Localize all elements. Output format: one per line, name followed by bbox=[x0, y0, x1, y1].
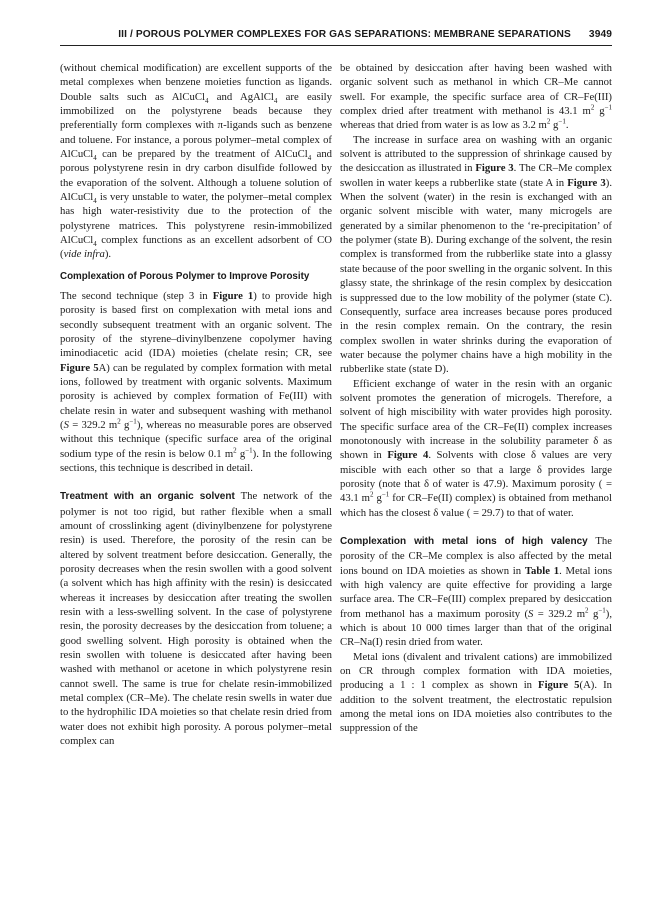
paragraph: be obtained by desiccation after having been washed with organic solvent such as methanol in which CR–Me cannot swell. For example, the specific surface area of CR–Fe(III) complex dried after treatment with methanol is 43.1 $m^2$ $g^{-1}$ whereas that dried from water is as low as 3.2 $m^2$ $g^{-1}$. bbox=[340, 62, 613, 132]
figure-link[interactable]: Figure 5 bbox=[60, 361, 99, 374]
running-header bbox=[60, 24, 612, 44]
left-column bbox=[60, 61, 332, 748]
figure-link[interactable]: Figure 3 bbox=[567, 176, 606, 189]
paragraph: Complexation with metal ions of high valency The porosity of the CR–Me complex is also affected by the metal ions bound on IDA moieties as shown in Table 1. Metal ions with high valency are quite effective for providing a large surface area. The CR–Fe(III) complex prepared by desiccation from methanol has a maximum porosity (S = 329.2 $m^2$ $g^{-1}$), which is about 10 000 times larger than that of the original CR–Na(I) resin dried from water. bbox=[340, 535, 613, 649]
run-in-heading: Treatment with an organic solvent bbox=[60, 491, 235, 503]
figure-link[interactable]: Figure 5 bbox=[538, 679, 580, 692]
paragraph: The second technique (step 3 in Figure 1) to provide high porosity is based first on complexation with metal ions and secondly subsequent treatment with an organic solvent. The porosity of the styrene–divinylbenzene copolymer having iminodiacetic acid (IDA) moieties (chelate resin; CR, see Figure 5A) can be regulated by complex formation with metal ions, followed by treatment with organic solvents. Maximum porosity is achieved by complex formation of Fe(III) with chelate resin in water and subsequent washing with methanol (S = 329.2 $m^2$ $g^{-1}$), whereas no measurable pores are observed without this technique (specific surface area of the original sodium type of the resin is below 0.1 $m^2$ $g^{-1}$). In the following sections, this technique is described in detail. bbox=[60, 289, 332, 474]
run-in-heading: Complexation with metal ions of high valency bbox=[340, 536, 588, 547]
header-rule bbox=[60, 45, 612, 46]
figure-link[interactable]: Figure 4 bbox=[387, 449, 429, 462]
running-title: III / POROUS POLYMER COMPLEXES FOR GAS SEPARATIONS: MEMBRANE SEPARATIONS bbox=[118, 28, 571, 40]
paragraph: Metal ions (divalent and trivalent cations) are immobilized on CR through complex formation with IDA moieties, producing a 1 : 1 complex as shown in Figure 5(A). In addition to the solvent treatment, the electrostatic repulsion among the metal ions on IDA moieties also contributes to the suppression of the bbox=[340, 650, 612, 735]
paragraph: Treatment with an organic solvent The network of the polymer is not too rigid, but rather flexible when a small amount of crosslinking agent (divinylbenzene for polystyrene resin) is used. Therefore, the porosity of the resin can be altered by solvent treatment before desiccation. Generally, the porosity decreases when the resin swollen with a good solvent (a solvent which has high affinity with the resin) is desiccated whereas it increases by desiccation after treating the swollen resin with a less-swelling solvent. In the case of polystyrene resin, the porosity decreases by the desiccation from toluene; a good swelling solvent. High porosity is obtained when the resin swollen with toluene is desiccated after having been washed with methanol or acetone in which polystyrene resin cannot swell. The same is true for chelate resin-immobilized metal complex (CR–Me). The chelate resin swells in water due to the hydrophilic IDA moieties so that chelate resin dried from water does not exhibit high porosity. A porous polymer–metal complex can bbox=[60, 490, 333, 748]
right-column bbox=[340, 61, 612, 736]
page-number: 3949 bbox=[588, 28, 612, 40]
paragraph: (without chemical modification) are excellent supports of the metal complexes when benzene moieties function as ligands. Double salts such as AlCuCl$_4$ and AgAlCl$_4$ are easily immobilized on the polystyrene beads because they preferentially form complexes with π-ligands such as benzene and toluene. For instance, a porous polymer–metal complex of AlCuCl$_4$ can be prepared by the treatment of AlCuCl$_4$ and porous polystyrene resin in dry carbon disulfide followed by the evaporation of the solvent. Although a toluene solution of AlCuCl$_4$ is very unstable to water, the polymer–metal complex has high water-resistivity due to the protection of the polystyrene matrices. This polystyrene resin-immobilized AlCuCl$_4$ complex functions as an excellent adsorbent of CO (vide infra). bbox=[60, 62, 333, 261]
figure-link[interactable]: Figure 3 bbox=[475, 162, 514, 175]
paragraph: Efficient exchange of water in the resin with an organic solvent promotes the generation of microgels. Therefore, a solvent of high miscibility with water provides high porosity. The specific surface area of the CR–Fe(II) complex increases monotonously with increase in the solubility parameter δ as shown in Figure 4. Solvents with close δ values are very miscible with each other so that a large δ provides large porosity (note that δ of water is 47.9). Maximum porosity ( = 43.1 $m^2$ $g^{-1}$ for CR–Fe(II) complex) is obtained from methanol which has the closest δ value ( = 29.7) to that of water. bbox=[340, 377, 612, 519]
figure-link[interactable]: Figure 1 bbox=[212, 289, 254, 302]
table-link[interactable]: Table 1 bbox=[524, 564, 560, 577]
section-heading: Complexation of Porous Polymer to Improve Porosity bbox=[60, 270, 310, 282]
paragraph: The increase in surface area on washing with an organic solvent is attributed to the suppression of shrinkage caused by the desiccation as illustrated in Figure 3. The CR–Me complex swollen in water keeps a rubberlike state (state A in Figure 3). When the solvent (water) in the resin is exchanged with an organic solvent miscible with water, many microgels are generated by a similar phenomenon to the ‘re-precipitation’ of the polymer (state B). During exchange of the solvent, the resin complex is transformed from the rubberlike state into a glassy state because of the poor swelling in the organic solvent. In this glassy state, the shrinkage of the resin complex by desiccation is suppressed due to the low mobility of the polymer (state C). Consequently, surface area increases because pores produced in the resin complex remain. On the contrary, the resin complex swollen in water shrinks during the evaporation of water because the polymer chains have a high mobility in the rubberlike state (state D). bbox=[340, 133, 612, 376]
